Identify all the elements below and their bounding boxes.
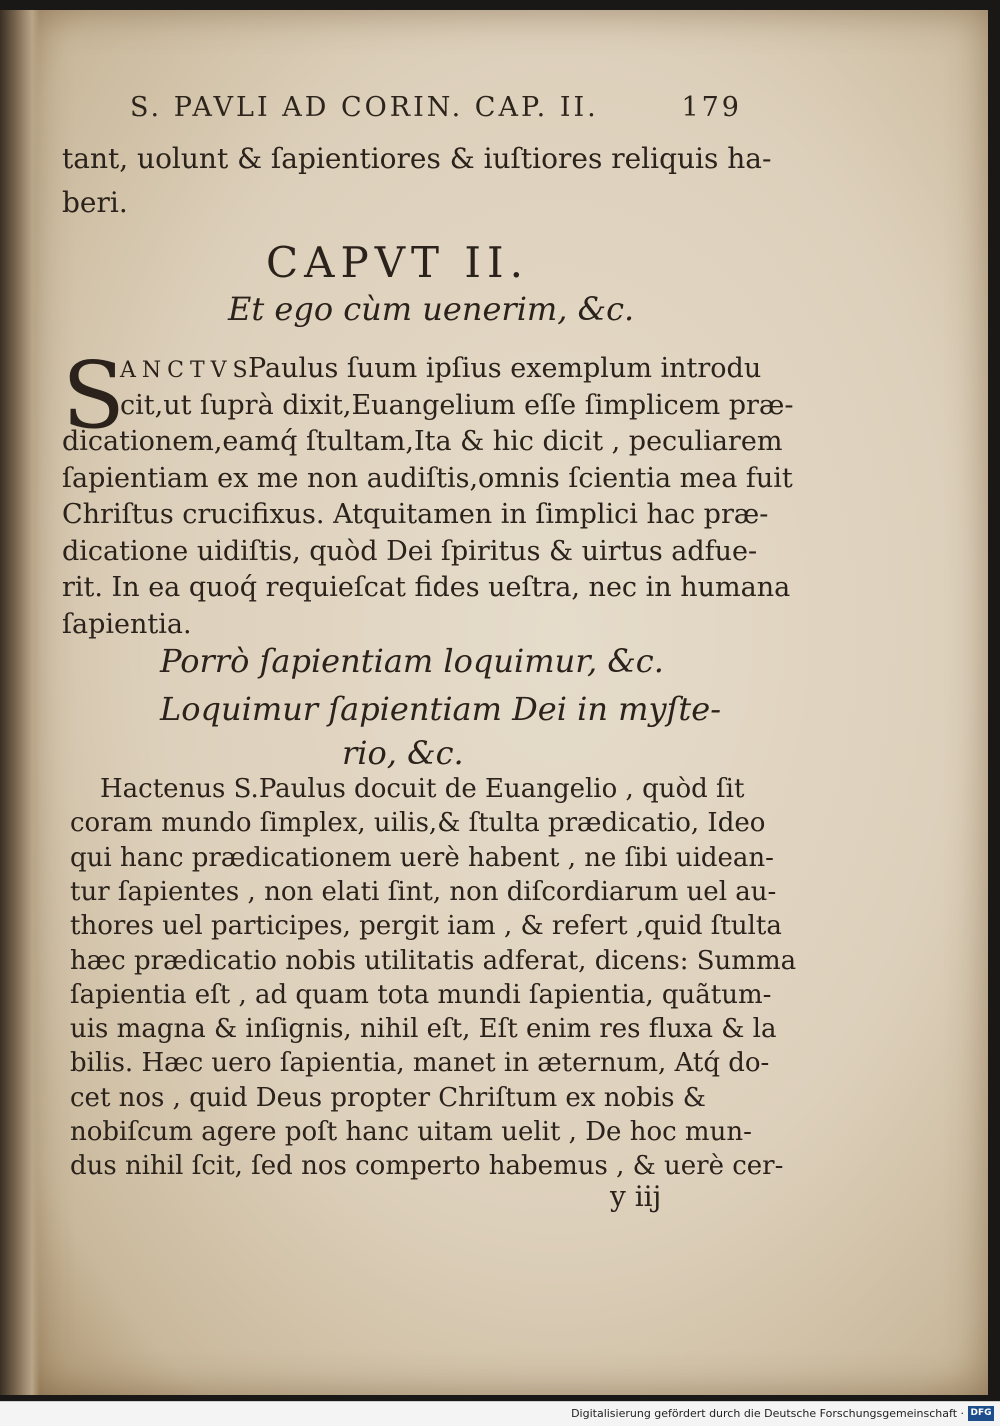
paragraph-1-line: dicatione uidiſtis, quòd Dei ſpiritus & uirtus adfue- (62, 535, 758, 567)
paragraph-2-line: dus nihil ſcit, ſed nos comperto habemus , & uerè cer- (70, 1151, 784, 1182)
opening-lines-line: tant, uolunt & ſapientiores & iuſtiores reliquis ha- (62, 142, 772, 175)
opening-lines-line: beri. (62, 186, 128, 219)
paragraph-2-line: nobiſcum agere poſt hanc uitam uelit , De hoc mun- (70, 1117, 752, 1147)
page-number: 179 (681, 92, 742, 123)
paragraph-1-line: ſapientia. (62, 608, 192, 640)
paragraph-1-line: Paulus ſuum ipſius exemplum introdu (248, 353, 762, 384)
paragraph-2-line: thores uel participes, pergit iam , & refert ,quid ſtulta (70, 911, 782, 942)
paragraph-1-line: rit. In ea quoq́ requieſcat fides ueſtra, nec in humana (62, 572, 791, 603)
lemma-1: Et ego cùm uenerim, &c. (228, 290, 635, 328)
paragraph-2-line: cet nos , quid Deus propter Chriſtum ex nobis & (70, 1082, 706, 1113)
running-head-title: S. PAVLI AD CORIN. CAP. II. (130, 92, 599, 123)
lemma-3-line-1: Loquimur ſapientiam Dei in myſte- (160, 690, 722, 728)
paragraph-1-line: ſapientiam ex me non audiſtis,omnis ſcientia mea fuit (62, 462, 793, 494)
paragraph-2-line: qui hanc prædicationem uerè habent , ne ſibi uidean- (70, 842, 774, 873)
chapter-heading: CAPVT II. (266, 238, 529, 287)
paragraph-2-line: Hactenus S.Paulus docuit de Euangelio , quòd ſit (100, 774, 745, 804)
paragraph-2-line: bilis. Hæc uero ſapientia, manet in æternum, Atq́ do- (70, 1048, 770, 1079)
paragraph-2-line: uis magna & inſignis, nihil eſt, Eſt enim res fluxa & la (70, 1014, 777, 1045)
paragraph-1-line: cit,ut ſuprà dixit,Euangelium eſſe ſimplicem præ- (120, 389, 794, 421)
paragraph-2-line: tur ſapientes , non elati ſint, non diſcordiarum uel au- (70, 876, 777, 907)
lemma-3-line-2: rio, &c. (342, 734, 464, 772)
lemma-2: Porrò ſapientiam loquimur, &c. (160, 642, 664, 680)
paragraph-1-lead-in: ANCTVS (120, 358, 254, 383)
dfg-logo: DFG (968, 1406, 994, 1421)
footer-bar (0, 1401, 1000, 1426)
book-gutter (0, 10, 40, 1395)
footer-credit: Digitalisierung gefördert durch die Deutsche Forschungsgemeinschaft · (571, 1407, 964, 1420)
drop-cap: S (62, 342, 126, 449)
paragraph-2-line: hæc prædicatio nobis utilitatis adferat, dicens: Summa (70, 945, 797, 976)
paragraph-2-line: coram mundo ſimplex, uilis,& ſtulta prædicatio, Ideo (70, 808, 766, 839)
paragraph-1-line: dicationem,eamq́ ſtultam,Ita & hic dicit , peculiarem (62, 426, 783, 457)
paragraph-2-line: ſapientia eſt , ad quam tota mundi ſapientia, quãtum- (70, 979, 772, 1010)
signature-mark: y iij (610, 1180, 662, 1213)
paragraph-1-line: Chriſtus crucifixus. Atquitamen in ſimplici hac præ- (62, 499, 769, 530)
